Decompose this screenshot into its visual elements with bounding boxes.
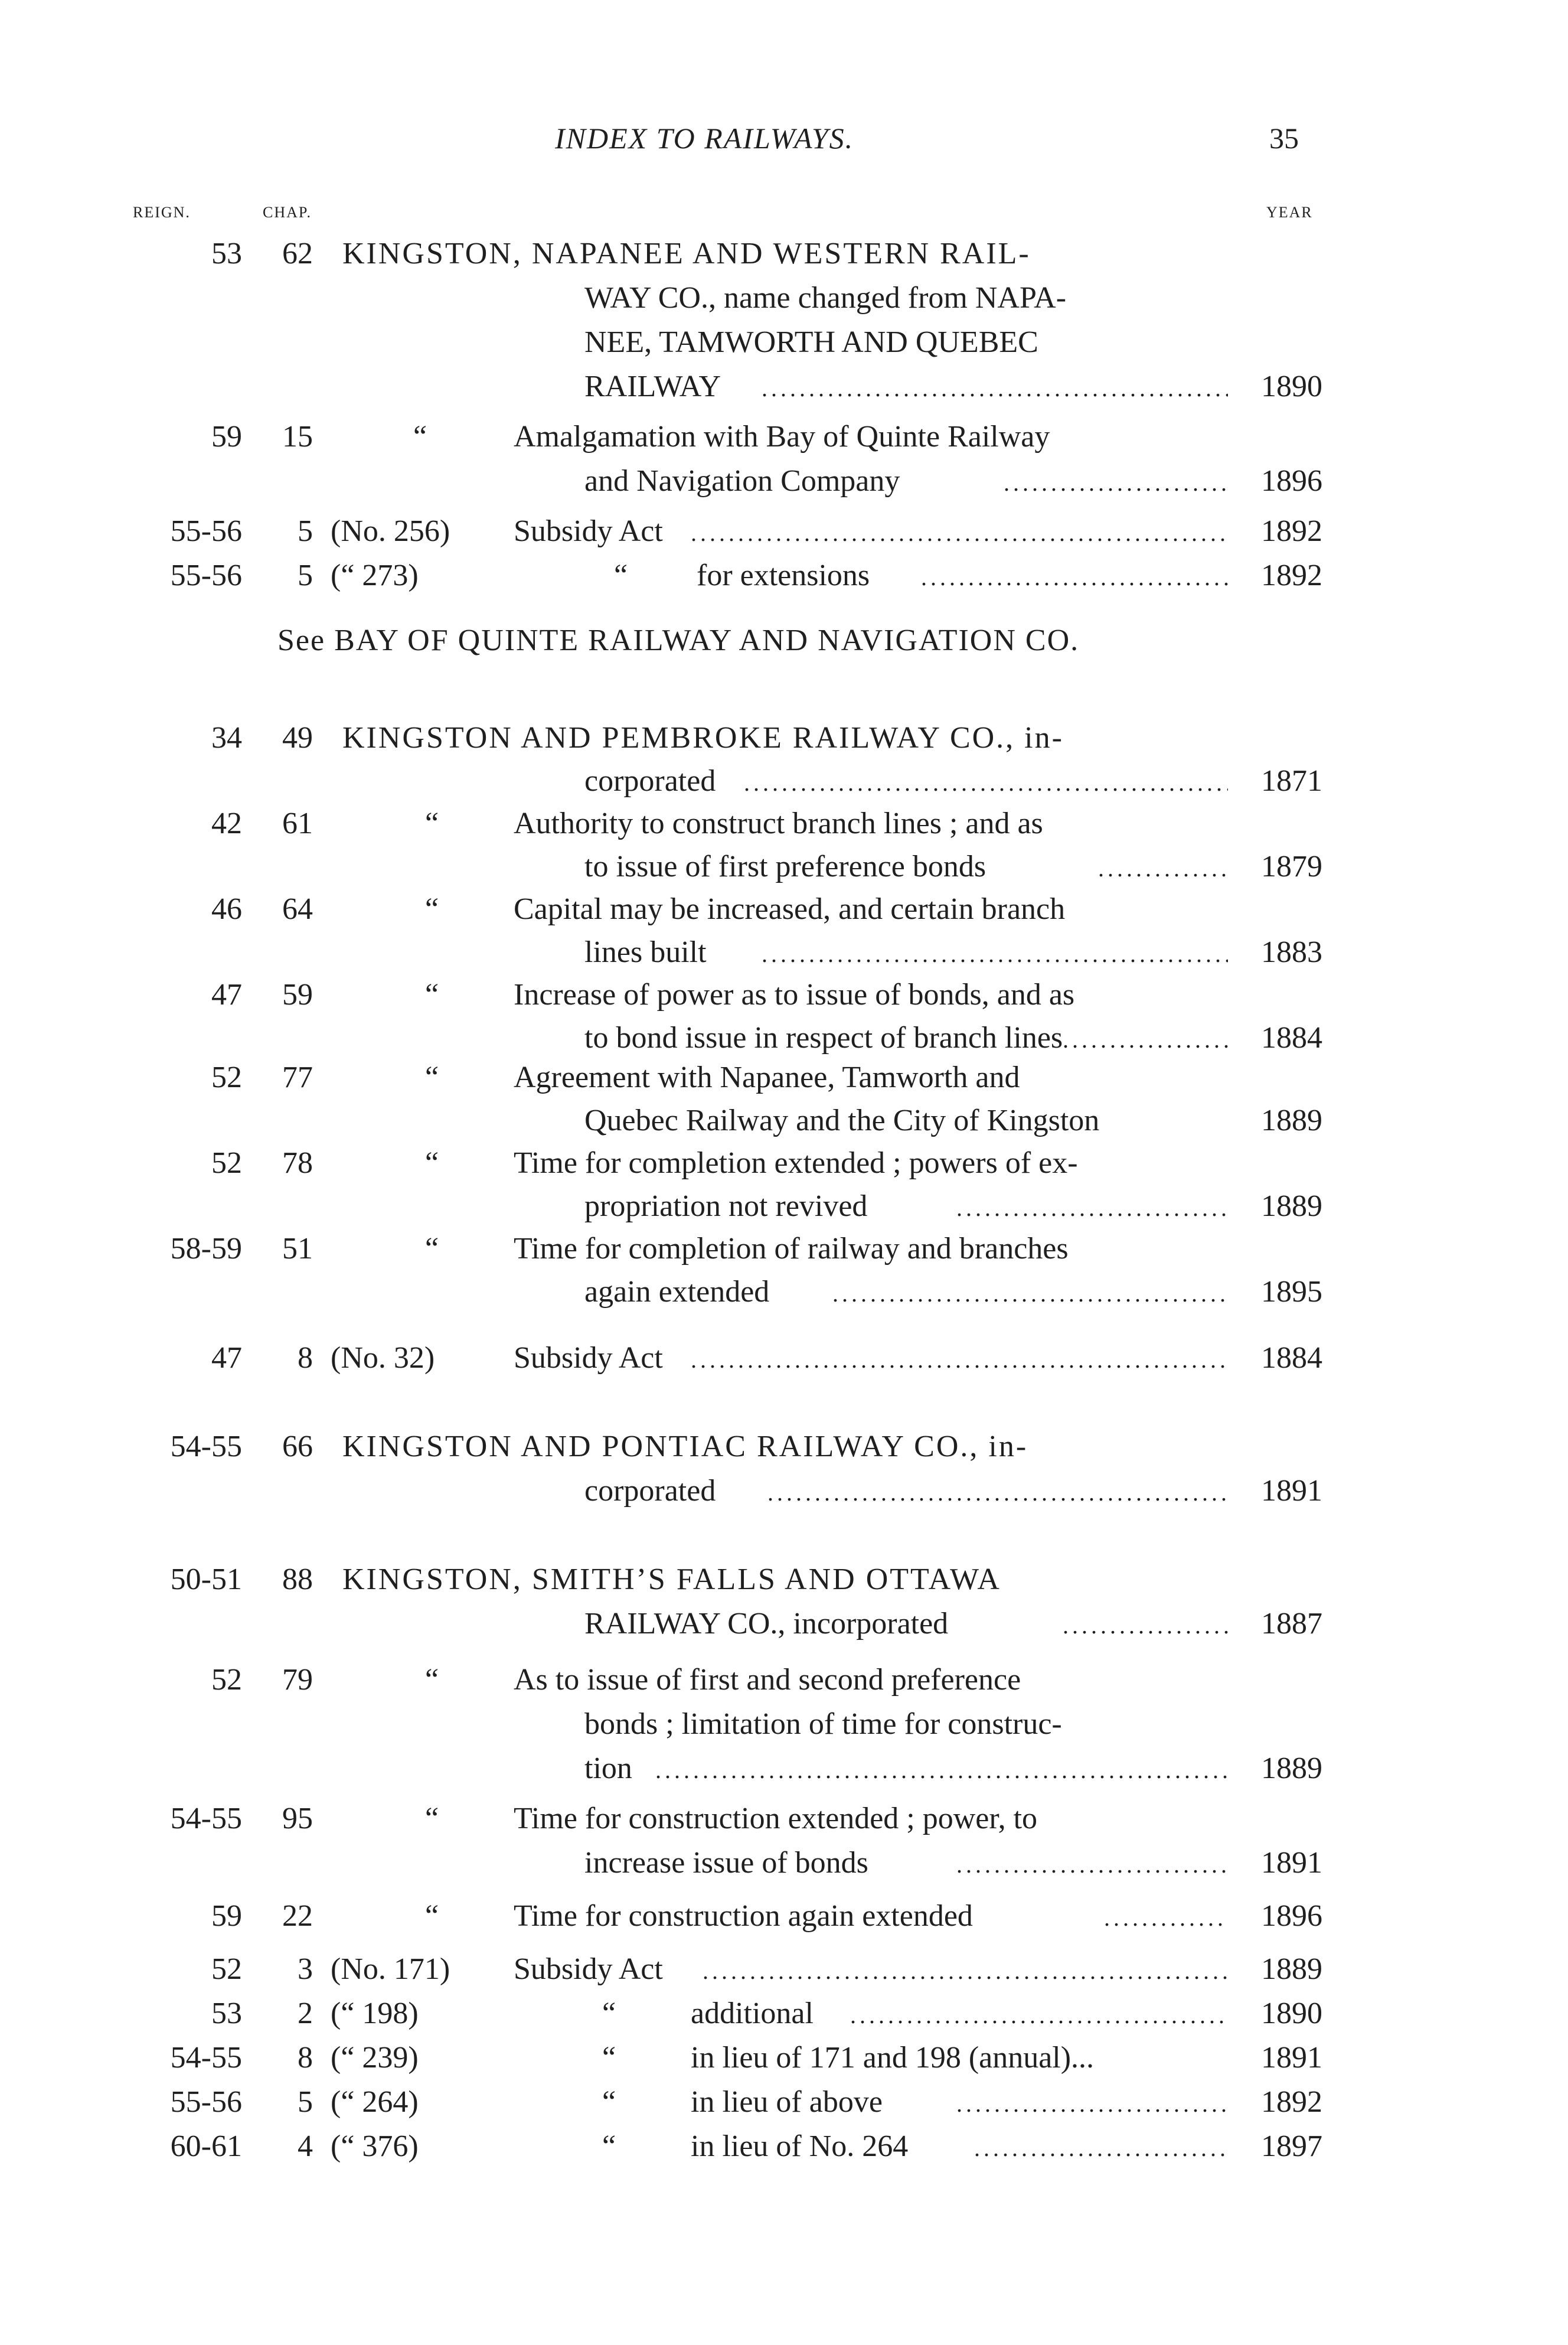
ditto-mark: “	[614, 559, 628, 592]
entry-text: lines built	[584, 935, 707, 969]
dot-leader	[921, 555, 1228, 598]
ditto-mark: “	[413, 420, 427, 454]
see-reference	[0, 620, 1568, 661]
act-number: (“ 376)	[331, 2129, 419, 2163]
railway-title-line: WAY CO., name changed from NAPA-	[584, 281, 1067, 315]
year-cell: 1892	[1261, 514, 1322, 548]
year-cell: 1887	[1261, 1607, 1322, 1640]
index-entry	[0, 2037, 1568, 2079]
index-entry	[0, 416, 1568, 458]
ditto-mark: “	[602, 2041, 616, 2075]
year-cell: 1889	[1261, 1189, 1322, 1223]
entry-text: Increase of power as to issue of bonds, and as	[514, 978, 1075, 1012]
dot-leader	[1063, 1017, 1228, 1061]
ditto-mark: “	[602, 2085, 616, 2119]
entry-text: Time for construction extended ; power, to	[514, 1802, 1038, 1835]
reign-cell: 55-56	[170, 559, 242, 592]
year-cell: 1891	[1261, 1474, 1322, 1508]
index-entry	[0, 2082, 1568, 2123]
entry-text: RAILWAY CO., incorporated	[584, 1607, 949, 1640]
entry-text: in lieu of above	[691, 2085, 883, 2119]
dot-leader	[832, 1271, 1228, 1315]
dot-leader	[767, 1470, 1228, 1514]
dot-leader	[1098, 846, 1228, 889]
entry-text: Agreement with Napanee, Tamworth and	[514, 1061, 1020, 1094]
chap-cell: 59	[282, 978, 313, 1012]
reign-cell: 54-55	[170, 2041, 242, 2075]
entry-continuation	[0, 1100, 1568, 1141]
entry-continuation	[0, 278, 1568, 319]
railway-title: KINGSTON, NAPANEE AND WESTERN RAIL-	[342, 237, 1031, 270]
year-cell: 1896	[1261, 1899, 1322, 1933]
index-entry	[0, 974, 1568, 1016]
entry-continuation	[0, 322, 1568, 363]
entry-text: for extensions	[697, 559, 870, 592]
dot-leader	[1004, 461, 1228, 504]
ditto-mark: “	[602, 2129, 616, 2163]
entry-continuation	[0, 1017, 1568, 1059]
railway-title-line: NEE, TAMWORTH AND QUEBEC	[584, 325, 1038, 359]
entry-continuation	[0, 846, 1568, 888]
running-header: INDEX TO RAILWAYS.	[555, 122, 854, 155]
entry-text: to issue of first preference bonds	[584, 850, 986, 883]
chap-cell: 22	[282, 1899, 313, 1933]
ditto-mark: “	[425, 1061, 439, 1094]
act-number: (“ 273)	[331, 559, 419, 592]
reign-cell: 52	[211, 1952, 242, 1986]
index-entry	[0, 1559, 1568, 1600]
ditto-mark: “	[425, 1232, 439, 1266]
index-entry	[0, 1896, 1568, 1937]
chap-cell: 2	[298, 1997, 313, 2030]
entry-continuation	[0, 1470, 1568, 1512]
reign-cell: 58-59	[170, 1232, 242, 1266]
reign-cell: 53	[211, 1997, 242, 2030]
index-entry	[0, 1426, 1568, 1467]
railway-title: KINGSTON AND PEMBROKE RAILWAY CO., in-	[342, 721, 1064, 755]
chap-cell: 62	[282, 237, 313, 270]
dot-leader	[1063, 1603, 1228, 1646]
entry-continuation	[0, 1603, 1568, 1645]
index-entry	[0, 511, 1568, 552]
year-cell: 1879	[1261, 850, 1322, 883]
reign-cell: 54-55	[170, 1802, 242, 1835]
year-cell: 1890	[1261, 1997, 1322, 2030]
entry-text: and Navigation Company	[584, 464, 900, 498]
reign-cell: 60-61	[170, 2129, 242, 2163]
chap-cell: 61	[282, 807, 313, 840]
year-cell: 1895	[1261, 1275, 1322, 1309]
entry-text: increase issue of bonds	[584, 1846, 868, 1880]
ditto-mark: “	[425, 892, 439, 926]
index-entry	[0, 1228, 1568, 1270]
entry-text: again extended	[584, 1275, 770, 1309]
entry-text: As to issue of first and second preference	[514, 1663, 1021, 1697]
ditto-mark: “	[425, 807, 439, 840]
chap-cell: 8	[298, 2041, 313, 2075]
chap-cell: 77	[282, 1061, 313, 1094]
reign-column-header: REIGN.	[133, 204, 191, 221]
act-number: (No. 171)	[331, 1952, 450, 1986]
chap-cell: 64	[282, 892, 313, 926]
entry-text: bonds ; limitation of time for construc-	[584, 1707, 1062, 1741]
year-cell: 1889	[1261, 1952, 1322, 1986]
chap-column-header: CHAP.	[263, 204, 312, 221]
year-cell: 1890	[1261, 370, 1322, 403]
year-cell: 1884	[1261, 1341, 1322, 1375]
dot-leader	[762, 366, 1228, 409]
index-entry	[0, 1057, 1568, 1098]
dot-leader	[655, 1748, 1228, 1791]
chap-cell: 95	[282, 1802, 313, 1835]
reign-cell: 34	[211, 721, 242, 755]
dot-leader	[691, 1338, 1228, 1381]
entry-continuation	[0, 761, 1568, 802]
reign-cell: 55-56	[170, 2085, 242, 2119]
act-number: (“ 239)	[331, 2041, 419, 2075]
entry-continuation	[0, 1704, 1568, 1745]
chap-cell: 5	[298, 514, 313, 548]
year-cell: 1889	[1261, 1752, 1322, 1785]
reign-cell: 59	[211, 1899, 242, 1933]
entry-text: Time for completion extended ; powers of ex-	[514, 1146, 1078, 1180]
entry-text: propriation not revived	[584, 1189, 868, 1223]
railway-title: KINGSTON, SMITH’S FALLS AND OTTAWA	[342, 1563, 1001, 1596]
reign-cell: 54-55	[170, 1430, 242, 1463]
index-entry	[0, 1798, 1568, 1840]
dot-leader	[956, 1186, 1228, 1229]
entry-text: corporated	[584, 764, 716, 798]
entry-text: Authority to construct branch lines ; and as	[514, 807, 1043, 840]
entry-text: in lieu of No. 264	[691, 2129, 909, 2163]
chap-cell: 88	[282, 1563, 313, 1596]
year-cell: 1884	[1261, 1021, 1322, 1055]
reign-cell: 47	[211, 978, 242, 1012]
year-cell: 1883	[1261, 935, 1322, 969]
entry-text: tion	[584, 1752, 632, 1785]
act-number: (“ 264)	[331, 2085, 419, 2119]
entry-text: Quebec Railway and the City of Kingston	[584, 1104, 1100, 1137]
entry-text: Time for construction again extended	[514, 1899, 973, 1933]
railway-title-line: RAILWAY	[584, 370, 721, 403]
year-cell: 1871	[1261, 764, 1322, 798]
ditto-mark: “	[425, 1899, 439, 1933]
entry-text: corporated	[584, 1474, 716, 1508]
year-cell: 1889	[1261, 1104, 1322, 1137]
chap-cell: 79	[282, 1663, 313, 1697]
dot-leader	[1104, 1896, 1228, 1939]
entry-text: Capital may be increased, and certain branch	[514, 892, 1066, 926]
reign-cell: 52	[211, 1061, 242, 1094]
index-entry	[0, 1338, 1568, 1379]
index-entry	[0, 803, 1568, 844]
entry-continuation	[0, 1271, 1568, 1313]
ditto-mark: “	[425, 978, 439, 1012]
see-also-text: See BAY OF QUINTE RAILWAY AND NAVIGATION CO.	[277, 624, 1080, 657]
dot-leader	[762, 932, 1228, 975]
chap-cell: 49	[282, 721, 313, 755]
index-entry	[0, 889, 1568, 930]
chap-cell: 5	[298, 2085, 313, 2119]
index-entry	[0, 1659, 1568, 1701]
entry-text: Subsidy Act	[514, 1952, 663, 1986]
ditto-mark: “	[425, 1663, 439, 1697]
index-entry	[0, 1143, 1568, 1184]
reign-cell: 46	[211, 892, 242, 926]
year-cell: 1891	[1261, 2041, 1322, 2075]
year-cell: 1891	[1261, 1846, 1322, 1880]
year-cell: 1896	[1261, 464, 1322, 498]
entry-text: in lieu of 171 and 198 (annual)...	[691, 2041, 1095, 2075]
chap-cell: 4	[298, 2129, 313, 2163]
dot-leader	[956, 2082, 1228, 2125]
ditto-mark: “	[602, 1997, 616, 2030]
chap-cell: 51	[282, 1232, 313, 1266]
index-entry	[0, 233, 1568, 275]
index-entry	[0, 2126, 1568, 2167]
entry-text: Subsidy Act	[514, 514, 663, 548]
entry-continuation	[0, 1748, 1568, 1789]
reign-cell: 55-56	[170, 514, 242, 548]
chap-cell: 5	[298, 559, 313, 592]
reign-cell: 52	[211, 1146, 242, 1180]
page-number: 35	[1269, 122, 1299, 155]
reign-cell: 53	[211, 237, 242, 270]
chap-cell: 8	[298, 1341, 313, 1375]
act-number: (No. 256)	[331, 514, 450, 548]
year-cell: 1892	[1261, 2085, 1322, 2119]
entry-continuation	[0, 1842, 1568, 1884]
chap-cell: 15	[282, 420, 313, 454]
dot-leader	[691, 511, 1228, 554]
dot-leader	[703, 1949, 1228, 1992]
entry-text: additional	[691, 1997, 814, 2030]
year-cell: 1897	[1261, 2129, 1322, 2163]
entry-text: Amalgamation with Bay of Quinte Railway	[514, 420, 1050, 454]
reign-cell: 59	[211, 420, 242, 454]
reign-cell: 52	[211, 1663, 242, 1697]
act-number: (“ 198)	[331, 1997, 419, 2030]
entry-continuation	[0, 461, 1568, 502]
dot-leader	[744, 761, 1228, 804]
dot-leader	[956, 1842, 1228, 1886]
reign-cell: 42	[211, 807, 242, 840]
entry-text: to bond issue in respect of branch lines	[584, 1021, 1063, 1055]
entry-continuation	[0, 1186, 1568, 1227]
year-column-header: YEAR	[1266, 204, 1313, 221]
index-entry	[0, 1993, 1568, 2034]
reign-cell: 47	[211, 1341, 242, 1375]
entry-continuation	[0, 366, 1568, 407]
ditto-mark: “	[425, 1146, 439, 1180]
entry-text: Time for completion of railway and branches	[514, 1232, 1069, 1266]
entry-text: Subsidy Act	[514, 1341, 663, 1375]
index-entry	[0, 555, 1568, 596]
chap-cell: 3	[298, 1952, 313, 1986]
index-entry	[0, 717, 1568, 759]
ditto-mark: “	[425, 1802, 439, 1835]
dot-leader	[974, 2126, 1228, 2169]
index-entry	[0, 1949, 1568, 1990]
entry-continuation	[0, 932, 1568, 973]
chap-cell: 66	[282, 1430, 313, 1463]
reign-cell: 50-51	[170, 1563, 242, 1596]
chap-cell: 78	[282, 1146, 313, 1180]
act-number: (No. 32)	[331, 1341, 435, 1375]
year-cell: 1892	[1261, 559, 1322, 592]
railway-title: KINGSTON AND PONTIAC RAILWAY CO., in-	[342, 1430, 1028, 1463]
dot-leader	[850, 1993, 1228, 2036]
